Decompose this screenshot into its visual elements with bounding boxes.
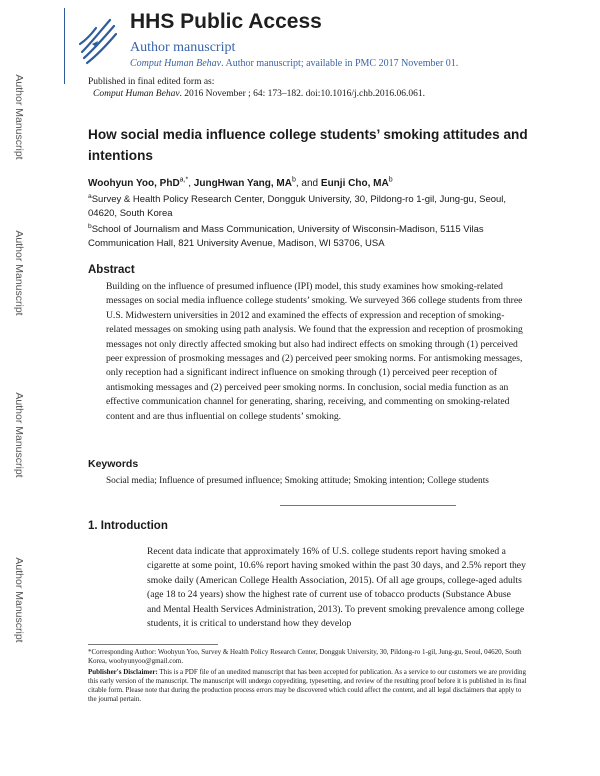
keywords-text: Social media; Influence of presumed influence; Smoking attitude; Smoking intention; College students: [106, 476, 489, 486]
side-label-author-manuscript: Author Manuscript: [13, 392, 25, 478]
section-separator: [280, 505, 456, 506]
side-label-author-manuscript: Author Manuscript: [13, 557, 25, 643]
introduction-text: Recent data indicate that approximately 16% of U.S. college students report having smoked a cigarette at some point, 10.6% report having smoked within the past 30 days, and 2.5% report they smoke daily (American College Health Association, 2015). Of all age groups, college-aged adults (age 18 to 24 years) show the highest rate of current use of tobacco products (Substance Abuse and Mental Health Services Administration, 2013). To prevent smoking prevalence among college students, it is critical to understand how they develop: [147, 546, 526, 630]
author-manuscript-subtitle: Author manuscript: [130, 40, 236, 55]
author-list: Woohyun Yoo, PhD$^{a,*}$, JungHwan Yang, $MA^b$, and Eunji Cho, $MA^b$: [88, 176, 393, 189]
published-label: Published in final edited form as:: [88, 77, 215, 87]
author-name: Eunji Cho, MA: [320, 178, 389, 189]
article-title: How social media influence college students’ smoking attitudes and intentions: [88, 127, 528, 163]
published-citation: Comput Human Behav. 2016 November ; 64: 173–182. doi:10.1016/j.chb.2016.06.061.: [93, 89, 425, 99]
keywords-heading: Keywords: [88, 458, 139, 470]
introduction-heading: 1. Introduction: [88, 520, 168, 532]
hhs-public-access-title: HHS Public Access: [130, 10, 322, 33]
corresponding-author-footnote: *Corresponding Author: Woohyun Yoo, Survey & Health Policy Research Center, Dongguk University, 30, Pildong-ro 1-gil, Jung-gu, Seoul, 04620, South Korea, woohyunyoo@gmail.com.: [88, 648, 522, 665]
abstract-heading: Abstract: [88, 264, 135, 276]
header-citation: Comput Human Behav. Author manuscript; available in PMC 2017 November 01.: [130, 58, 459, 69]
author-affiliation-mark: a,*: [179, 176, 189, 184]
hhs-eagle-icon: [76, 14, 120, 66]
publisher-disclaimer: Publisher's Disclaimer: This is a PDF file of an unedited manuscript that has been accepted for publication. As a service to our customers we are providing this early version of the manuscript. The manuscript will undergo copyediting, typesetting, and review of the resulting proof before it is published in its final citable form. Please note that during the production process errors may be discovered which could affect the content, and all legal disclaimers that apply to the journal pertain.: [88, 668, 527, 703]
abstract-text: Building on the influence of presumed influence (IPI) model, this study examines how smoking-related messages on social media influence college students’ smoking. We surveyed 366 college students from three U.S. Midwestern universities in 2012 and examined the effects of expression and reception of smoking-related messages on smoking using path analysis. We found that the expression and reception of prosmoking messages not only directly affected smoking but also had indirect effects on smoking through (1) perceived peer expression of prosmoking messages and (2) perceived peer smoking norms. For antismoking messages, only reception had a significant indirect influence on smoking through (1) perceived peer reception of antismoking messages and (2) perceived peer smoking norms. In conclusion, social media function as an effective communication channel for generating, sharing, receiving, and commenting on smoking-related content and are thus influential on college students’ smoking.: [106, 281, 523, 422]
author-affiliation-mark: b: [291, 176, 296, 184]
header-vertical-rule: [64, 8, 65, 84]
side-label-author-manuscript: Author Manuscript: [13, 74, 25, 160]
author-affiliation-mark: b: [388, 176, 393, 184]
affiliation-b: $^b$School of Journalism and Mass Communication, University of Wisconsin-Madison, 5115 Vilas Communication Hall, 821 University Avenue, Madison, WI 53706, USA: [88, 222, 484, 249]
affiliation-a: $^a$Survey & Health Policy Research Center, Dongguk University, 30, Pildong-ro 1-gil, Jung-gu, Seoul, 04620, South Korea: [88, 192, 507, 219]
side-label-author-manuscript: Author Manuscript: [13, 230, 25, 316]
author-name: Woohyun Yoo, PhD: [88, 178, 180, 189]
footnote-rule: [88, 644, 218, 645]
author-name: JungHwan Yang, MA: [193, 178, 292, 189]
